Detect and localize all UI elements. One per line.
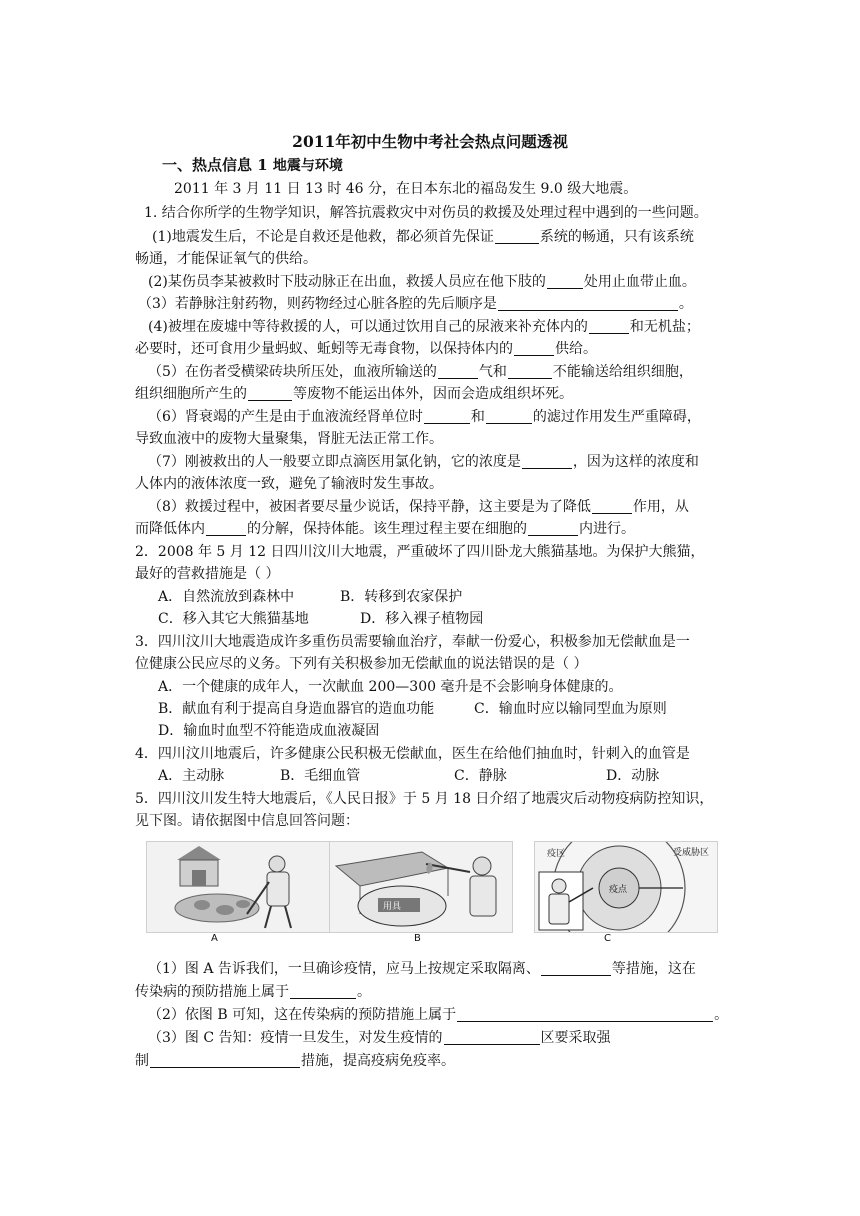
q5-sub3-line2 [135,1052,455,1070]
q2-option-a: A．自然流放到森林中 [158,589,295,605]
answer-blank[interactable] [522,454,572,469]
section-heading-prefix: 一、热点信息 1 [162,156,273,174]
answer-blank[interactable] [528,521,578,536]
q5-sub1-text-b: 等措施，这在 [611,961,696,977]
answer-blank[interactable] [541,961,611,976]
figure-c-core: 疫点 [609,885,628,895]
q4-stem: 4．四川汶川地震后，许多健康公民积极无偿献血，医生在给他们抽血时，针刺入的血管是 [135,746,690,762]
answer-blank[interactable] [290,984,356,999]
figure-c-label: C [604,933,611,944]
figure-a-label: A [211,933,218,944]
q5-sub1-text-a: （1）图 A 告诉我们，一旦确诊疫情，应马上按规定采取隔离、 [148,961,540,977]
figure-b-tag: 用具 [383,902,402,912]
answer-blank[interactable] [508,364,552,379]
intro-text: 2011 年 3 月 11 日 13 时 46 分，在日本东北的福岛发生 9.0 级大地震。 [174,181,638,197]
answer-blank[interactable] [547,274,583,289]
q3-option-d: D．输血时血型不符能造成血液凝固 [158,723,380,739]
q1-sub5-text-a: （5）在伤者受横梁砖块所压处，血液所输送的 [148,364,437,380]
figure-b-illustration [330,842,512,932]
q3-stem-line1: 3．四川汶川大地震造成许多重伤员需要输血治疗，奉献一份爱心，积极参加无偿献血是一 [135,634,690,650]
q1-stem: 1. 结合你所学的生物学知识，解答抗震救灾中对伤员的救援及处理过程中遇到的一些问题。 [144,205,708,221]
q1-sub6-line2: 导致血液中的废物大量聚集，肾脏无法正常工作。 [135,431,443,447]
figure-c-image [534,841,718,933]
answer-blank[interactable] [457,1007,713,1022]
q1-sub8-text-a: （8）救援过程中，被困者要尽量少说话，保持平静，这主要是为了降低 [148,499,591,515]
figure-a-illustration [147,842,329,932]
q1-sub7-text-a: （7）刚被救出的人一般要立即点滴医用氯化钠，它的浓度是 [148,454,521,470]
q1-sub4-text-a: (4)被埋在废墟中等待救援的人，可以通过饮用自己的尿液来补充体内的 [148,319,588,335]
answer-blank[interactable] [498,296,678,311]
q1-sub4-text-d: 供给。 [555,341,597,357]
q1-sub2 [148,273,696,291]
q2-stem-line2: 最好的营救措施是（ ） [135,566,280,582]
q5-sub3-text-b: 区要采取强 [540,1030,611,1046]
q1-sub1-line2: 畅通，才能保证氧气的供给。 [135,251,317,267]
figure-c-illustration [535,842,717,932]
q3-option-c: C．输血时应以输同型血为原则 [474,701,667,717]
answer-blank[interactable] [589,319,629,334]
q1-sub1-text-b: 系统的畅通，只有该系统 [539,229,694,245]
q1-sub6-text-a: （6）肾衰竭的产生是由于血液流经肾单位时 [148,409,423,425]
q1-sub5-line1 [148,363,693,381]
q2-option-c: C．移入其它大熊猫基地 [158,611,309,627]
q2-stem-line1: 2．2008 年 5 月 12 日四川汶川大地震，严重破坏了四川卧龙大熊猫基地。为保护大熊猫， [135,544,705,560]
q1-sub7-text-b: ，因为这样的浓度和 [572,454,699,470]
answer-blank[interactable] [495,229,539,244]
q5-sub3-line1 [148,1029,611,1047]
q2-option-d: D．移入裸子植物园 [360,611,484,627]
q1-sub3 [138,295,693,313]
q1-sub6-line1 [148,408,701,426]
q1-sub8-text-e: 内进行。 [579,521,635,537]
answer-blank[interactable] [486,409,532,424]
q1-sub5-text-c: 不能输送给组织细胞， [552,364,693,380]
q5-sub1-line2 [135,983,371,1001]
q1-sub5-text-b: 气和 [478,364,507,380]
q1-sub2-text-a: (2)某伤员李某被救时下肢动脉正在出血，救援人员应在他下肢的 [148,274,546,290]
q1-sub4-line1 [148,318,700,336]
q5-sub3-text-c: 制 [135,1053,149,1069]
q5-sub1-text-c: 传染病的预防措施上属于 [135,984,289,1000]
page-title: 2011年初中生物中考社会热点问题透视 [292,132,568,151]
answer-blank[interactable] [150,1053,300,1068]
figure-b-image [329,841,513,933]
q5-stem-line1: 5．四川汶川发生特大地震后，《人民日报》于 5 月 18 日介绍了地震灾后动物疫病防控知识， [135,791,714,807]
q1-sub4-text-b: 和无机盐； [629,319,700,335]
q4-option-b: B．毛细血管 [280,768,361,784]
q1-sub5-text-e: 等废物不能运出体外，因而会造成组织坏死。 [293,386,573,402]
q3-option-b: B．献血有利于提高自身造血器官的造血功能 [158,701,435,717]
q5-sub1-text-d: 。 [357,984,371,1000]
q5-sub2-text-b: 。 [714,1007,729,1023]
answer-blank[interactable] [514,341,554,356]
q3-stem-line2: 位健康公民应尽的义务。下列有关积极参加无偿献血的说法错误的是（ ） [135,656,588,672]
answer-blank[interactable] [248,386,292,401]
q1-sub2-text-b: 处用止血带止血。 [583,274,696,290]
figure-a-image [146,841,330,933]
q5-sub2-text-a: （2）依图 B 可知，这在传染病的预防措施上属于 [148,1007,457,1023]
q1-sub6-text-b: 和 [470,409,485,425]
answer-blank[interactable] [592,499,632,514]
answer-blank[interactable] [444,1030,540,1045]
q1-sub8-text-c: 而降低体内 [135,521,205,537]
q1-sub4-text-c: 必要时，还可食用少量蚂蚁、蚯蚓等无毒食物，以保持体内的 [135,341,513,357]
q1-sub8-line1 [148,498,689,516]
figure-c-area2: 受威胁区 [673,848,710,858]
figure-c-area1: 疫区 [547,849,566,859]
q1-sub7-line2: 人体内的液体浓度一致，避免了输液时发生事故。 [135,476,443,492]
q1-sub3-text-a: （3）若静脉注射药物，则药物经过心脏各腔的先后顺序是 [138,296,497,312]
q5-sub2 [148,1006,728,1024]
q5-stem-line2: 见下图。请依据图中信息回答问题： [135,813,359,829]
q1-sub3-text-b: 。 [678,296,693,312]
q1-sub5-line2 [135,385,573,403]
q4-option-c: C．静脉 [454,768,507,784]
q1-sub7-line1 [148,453,699,471]
q5-sub1-line1 [148,960,696,978]
q1-sub8-text-d: 的分解，保持体能。该生理过程主要在细胞的 [247,521,527,537]
answer-blank[interactable] [438,364,478,379]
q5-sub3-text-d: 措施，提高疫病免疫率。 [301,1053,455,1069]
q1-sub4-line2 [135,340,597,358]
q1-sub8-text-b: 作用，从 [632,499,689,515]
q3-option-a: A．一个健康的成年人，一次献血 200—300 毫升是不会影响身体健康的。 [158,679,623,695]
q4-option-d: D．动脉 [606,768,660,784]
q1-sub1-line1 [152,228,694,246]
section-heading-name: 地震与环境 [272,158,343,174]
answer-blank[interactable] [206,521,246,536]
q1-sub1-text-a: (1)地震发生后，不论是自救还是他救，都必须首先保证 [152,229,494,245]
q4-option-a: A．主动脉 [158,768,225,784]
section-heading [162,156,343,175]
q1-sub5-text-d: 组织细胞所产生的 [135,386,247,402]
answer-blank[interactable] [424,409,470,424]
q1-sub6-text-c: 的滤过作用发生严重障碍， [532,409,701,425]
q5-sub3-text-a: （3）图 C 告知：疫情一旦发生，对发生疫情的 [148,1030,443,1046]
q2-option-b: B．转移到农家保护 [340,589,463,605]
q1-sub8-line2 [135,520,635,538]
figure-b-label: B [414,933,421,944]
